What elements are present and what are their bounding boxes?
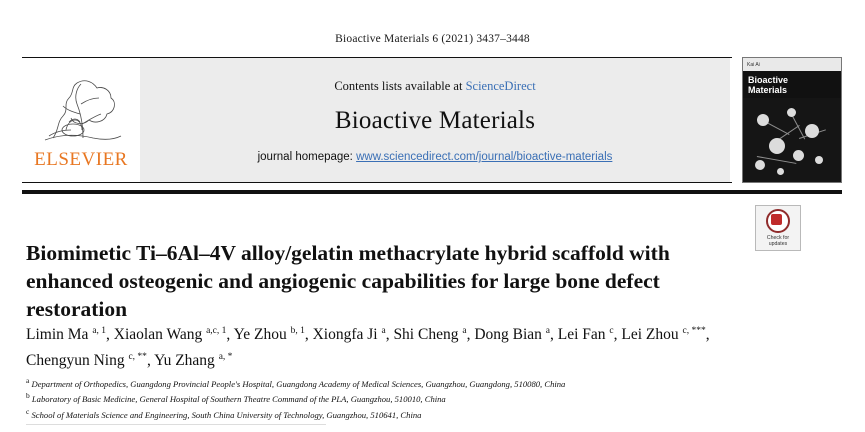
crossmark-line2: updates: [768, 241, 788, 247]
journal-homepage-link[interactable]: www.sciencedirect.com/journal/bioactive-materials: [356, 151, 613, 163]
masthead-panel: [140, 58, 730, 182]
cover-title-line1: Bioactive: [748, 75, 789, 85]
cover-title: [743, 71, 841, 98]
crossmark-line1: Check for: [766, 235, 790, 241]
homepage-prefix: journal homepage:: [257, 151, 353, 163]
affiliation-marker: a: [26, 376, 30, 385]
affiliation-item: b Laboratory of Basic Medicine, General Hospital of Southern Theatre Command of the PLA, Guangzhou, 510010, China: [26, 391, 446, 405]
journal-cover-thumbnail: [742, 57, 842, 183]
header-divider: [22, 190, 842, 194]
elsevier-logo: [22, 58, 140, 182]
crossmark-badge[interactable]: [755, 205, 801, 251]
affiliation-list: [26, 375, 726, 421]
sciencedirect-link[interactable]: ScienceDirect: [465, 79, 536, 93]
affiliation-marker: b: [26, 391, 30, 401]
affiliation-item: c School of Materials Science and Engineering, South China University of Technology, Guangzhou, 510641, China: [26, 406, 422, 420]
contents-line: [334, 79, 535, 94]
contents-prefix: Contents lists available at: [334, 79, 463, 93]
crossmark-icon: [766, 209, 790, 233]
journal-homepage-line: [258, 151, 613, 163]
author-list: Limin Ma $^{a, 1}$, Xiaolan Wang $^{a,c, 1}$, Ye Zhou $^{b, 1}$, Xiongfa Ji $^a$, Shi Cheng $^a$, Dong Bian $^a$, Lei Fan $^c$, Lei Zhou $^{c, ***}$, Chengyun Ning $^{c, **}$, Yu Zhang $^{a, *}$: [26, 326, 710, 370]
affiliation-marker: c: [26, 406, 30, 416]
journal-title: Bioactive Materials: [334, 107, 536, 134]
cover-artwork: [743, 98, 841, 182]
page-title: Biomimetic Ti–6Al–4V alloy/gelatin methacrylate hybrid scaffold with enhanced osteogenic and angiogenic capabilities for large bone defect restoration: [26, 241, 670, 322]
cover-top-label: Kai Ai: [743, 58, 841, 71]
affiliation-item: a Department of Orthopedics, Guangdong Provincial People's Hospital, Guangdong Academy of Medical Sciences, Guangzhou, Guangdong, 510080, China: [26, 376, 566, 389]
elsevier-wordmark: ELSEVIER: [34, 149, 128, 170]
elsevier-tree-icon: [33, 64, 129, 151]
cover-title-line2: Materials: [748, 85, 788, 95]
running-head: Bioactive Materials 6 (2021) 3437–3448: [335, 33, 530, 45]
bottom-hairline: [26, 424, 326, 425]
journal-masthead: [22, 57, 732, 183]
